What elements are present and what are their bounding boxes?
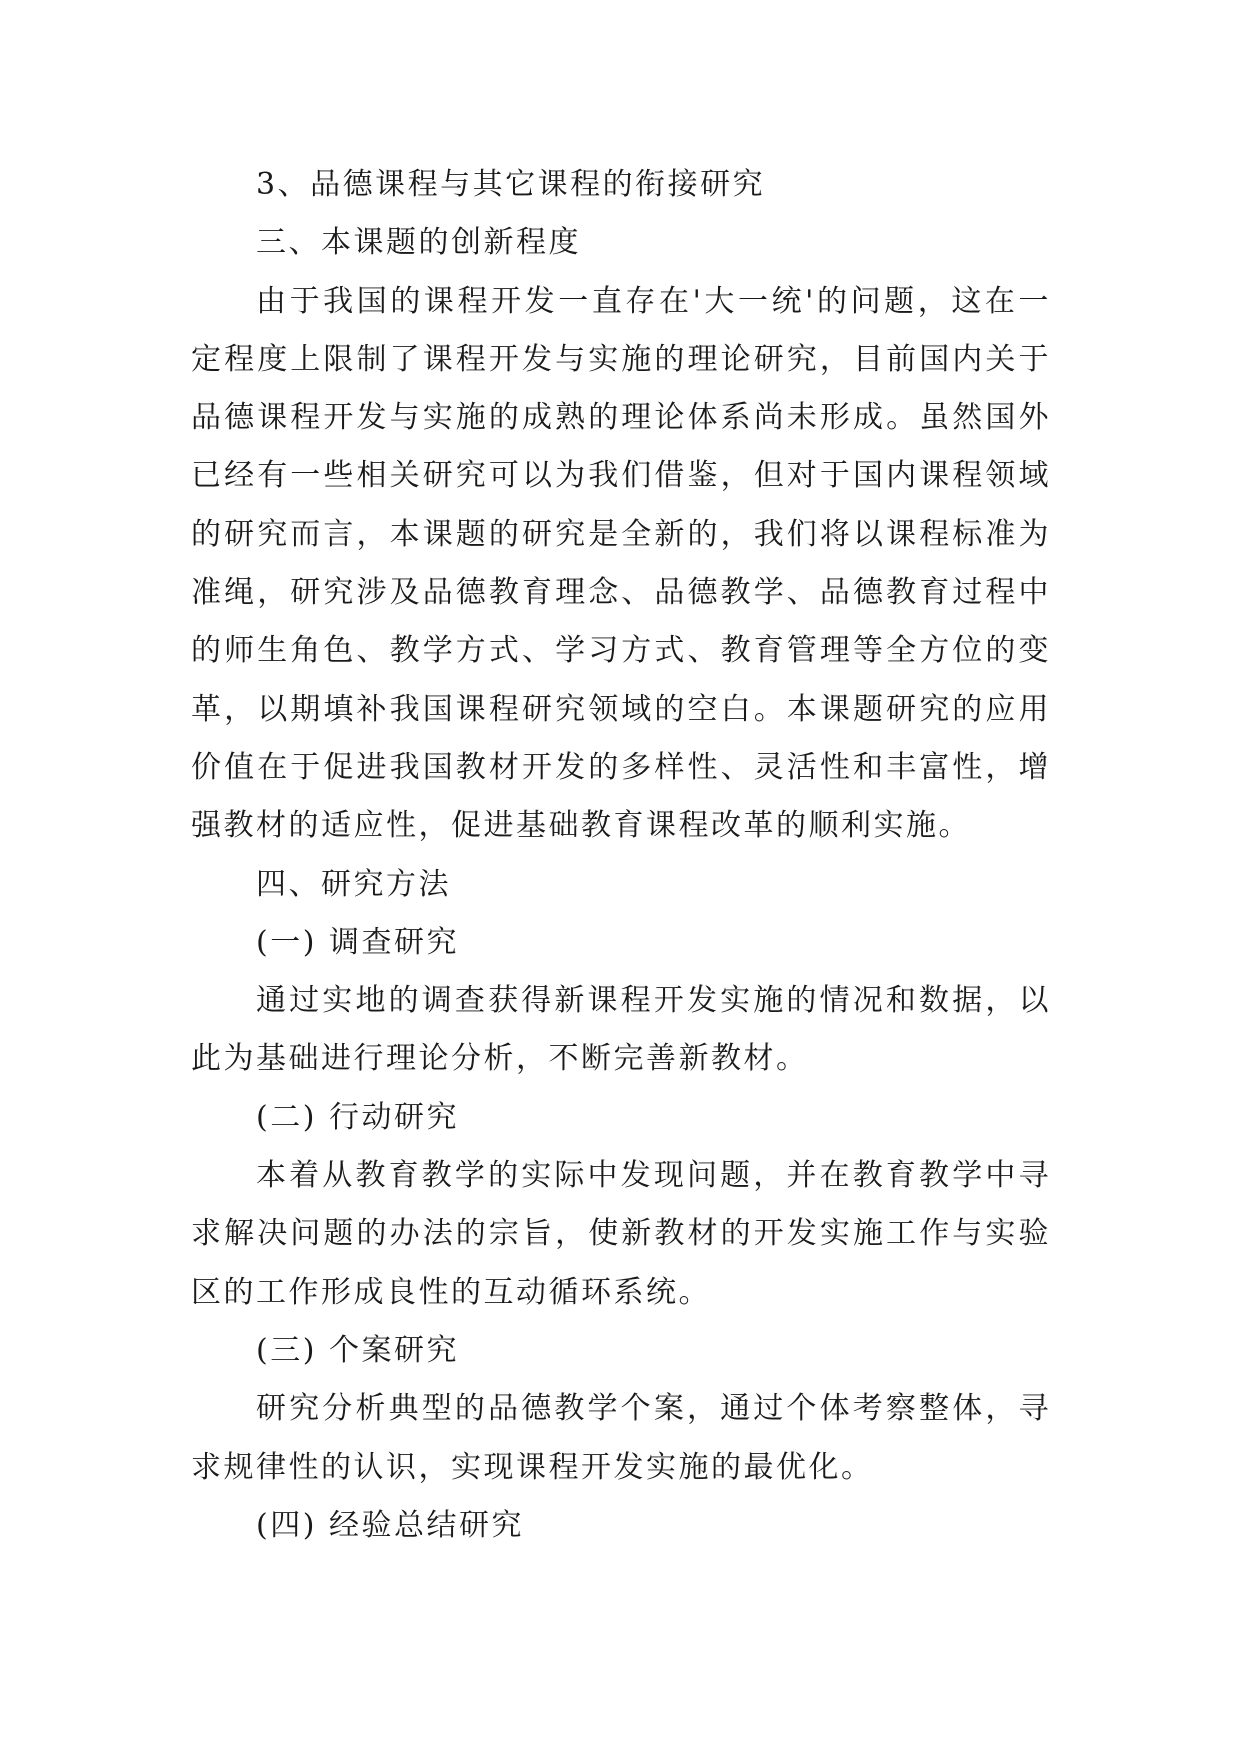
section-heading-innovation: 三、本课题的创新程度: [256, 225, 581, 261]
section-heading-methods: 四、研究方法: [256, 866, 451, 902]
paragraph-action-research: 本着从教育教学的实际中发现问题，并在教育教学中寻求解决问题的办法的宗旨，使新教材的开发实施工作与实验区的工作形成良性的互动循环系统。: [191, 1158, 1051, 1310]
subheading-action-research: (二) 行动研究: [256, 1099, 459, 1135]
paragraph-survey-research: 通过实地的调查获得新课程开发实施的情况和数据，以此为基础进行理论分析，不断完善新教材。: [191, 983, 1051, 1077]
subheading-case-research: (三) 个案研究: [256, 1332, 459, 1368]
document-body: [191, 156, 1051, 1555]
paragraph-case-research: 研究分析典型的品德教学个案，通过个体考察整体，寻求规律性的认识，实现课程开发实施的最优化。: [191, 1391, 1051, 1485]
paragraph-innovation: 由于我国的课程开发一直存在'大一统'的问题，这在一定程度上限制了课程开发与实施的理论研究，目前国内关于品德课程开发与实施的成熟的理论体系尚未形成。虽然国外已经有一些相关研究可以为我们借鉴，但对于国内课程领域的研究而言，本课题的研究是全新的，我们将以课程标准为准绳，研究涉及品德教育理念、品德教学、品德教育过程中的师生角色、教学方式、学习方式、教育管理等全方位的变革，以期填补我国课程研究领域的空白。本课题研究的应用价值在于促进我国教材开发的多样性、灵活性和丰富性，增强教材的适应性，促进基础教育课程改革的顺利实施。: [191, 283, 1051, 844]
subheading-survey-research: (一) 调查研究: [256, 924, 459, 960]
section-item-3: 3、品德课程与其它课程的衔接研究: [256, 167, 766, 202]
subheading-experience-research: (四) 经验总结研究: [256, 1507, 524, 1543]
